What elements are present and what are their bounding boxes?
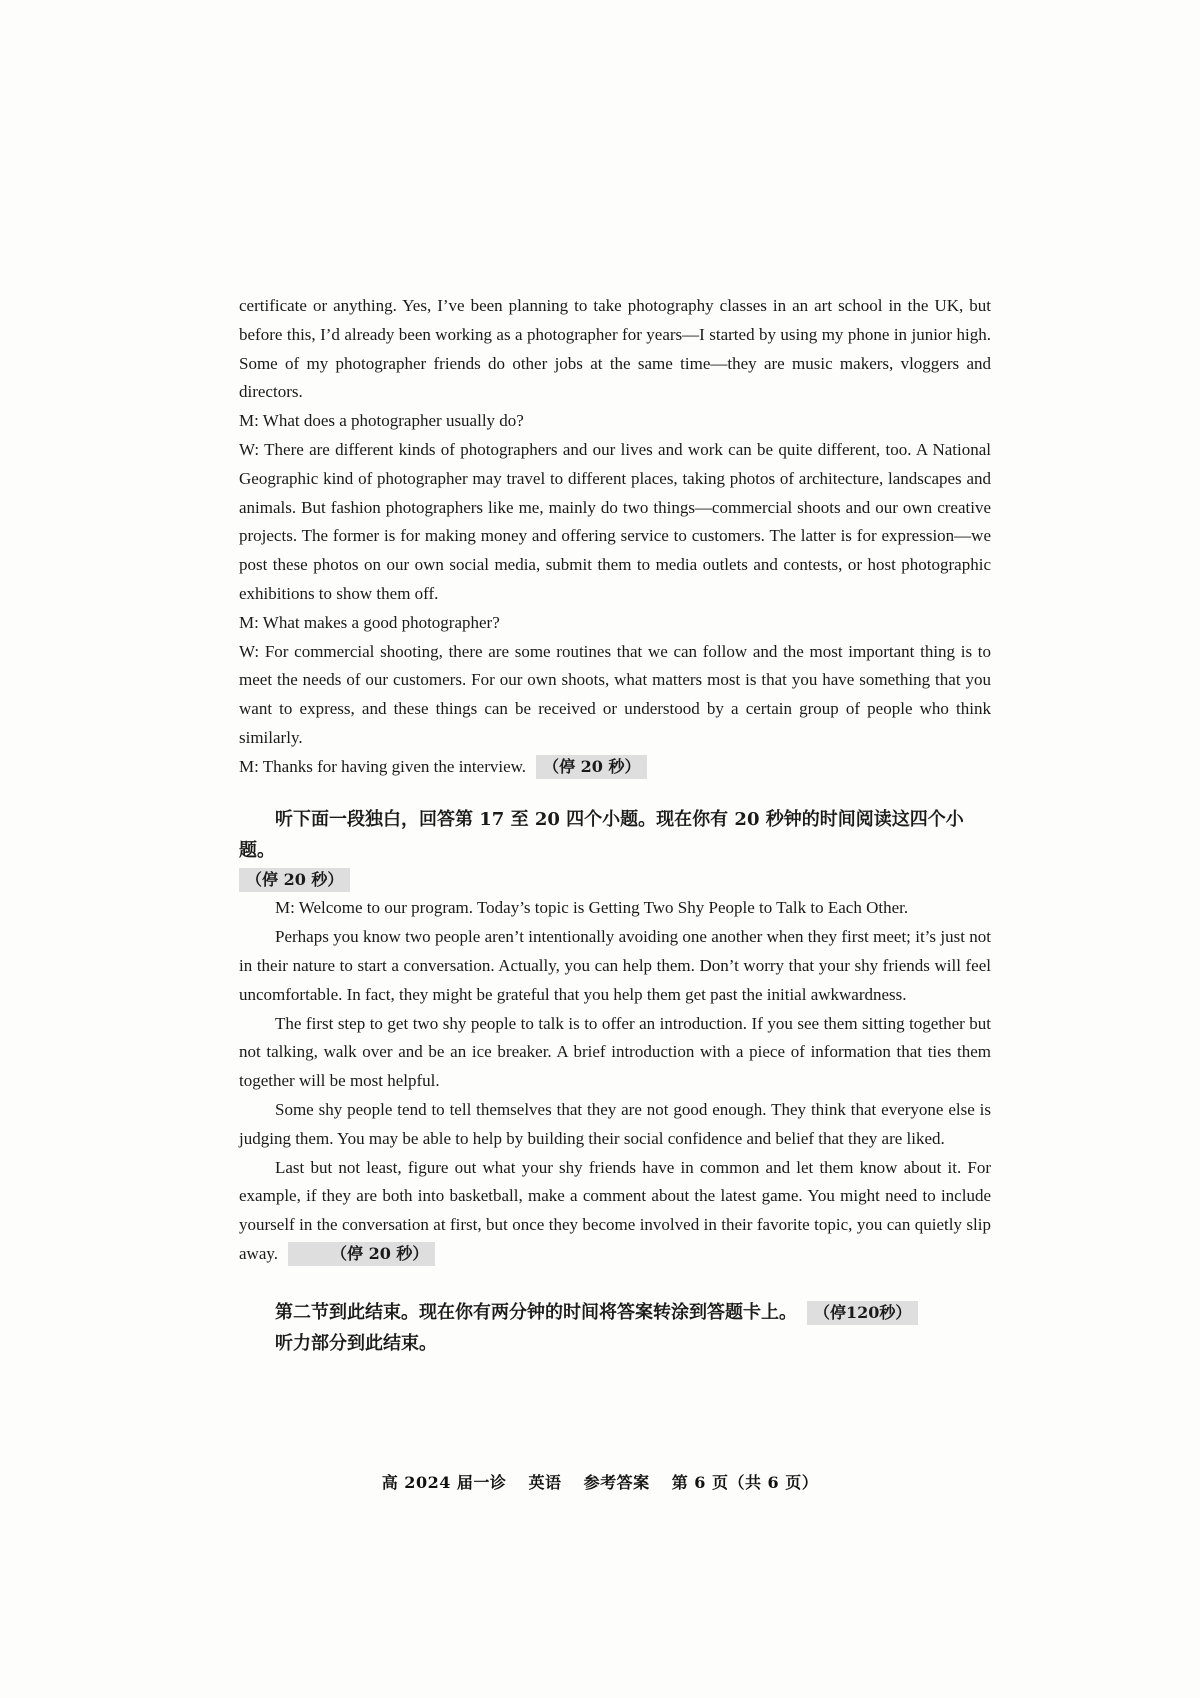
monologue-paragraph: The first step to get two shy people to talk is to offer an introduction. If you see them sitting together but not talking, walk over and be an ice breaker. A brief introduction with a piece of information that ties them together will be most helpful. <box>239 1013 991 1091</box>
pause-marker: （停 20 秒） <box>536 755 647 779</box>
section-end-line <box>275 1297 991 1328</box>
dialogue-closing <box>239 753 991 782</box>
pause-marker: （停 20 秒） <box>288 1242 435 1266</box>
monologue-paragraph: M: Welcome to our program. Today’s topic is Getting Two Shy People to Talk to Each Other. <box>275 898 909 918</box>
monologue-closing-text: Last but not least, figure out what your shy friends have in common and let them know about it. For example, if they are both into basketball, make a comment about the latest game. You might need to include yourself in the conversation at first, but once they become involved in their favorite topic, you can quietly slip away. <box>239 1157 991 1263</box>
section-end-block <box>239 1297 991 1359</box>
section-intro: 听下面一段独白，回答第 17 至 20 四个小题。现在你有 20 秒钟的时间阅读这四个小题。 <box>239 808 964 861</box>
footer-exam: 高 2024 届一诊 <box>381 1473 507 1492</box>
dialogue-paragraph: W: For commercial shooting, there are some routines that we can follow and the most important thing is to meet the needs of our customers. For our own shoots, what matters most is that you have something that you want to express, and these things can be received or understood by a certain group of people who think similarly. <box>239 641 991 747</box>
dialogue-paragraph: W: There are different kinds of photographers and our lives and work can be quite different, too. A National Geographic kind of photographer may travel to different places, taking photos of architecture, landscapes and animals. But fashion photographers like me, mainly do two things—commercial shoots and our own creative projects. The former is for making money and offering service to customers. The latter is for expression—we post these photos on our own social media, submit them to media outlets and contests, or host photographic exhibitions to show them off. <box>239 439 991 603</box>
monologue-paragraph: Some shy people tend to tell themselves that they are not good enough. They think that everyone else is judging them. You may be able to help by building their social confidence and belief that they are liked. <box>239 1099 991 1148</box>
pause-marker: （停120秒） <box>807 1301 918 1325</box>
dialogue-paragraph: M: What makes a good photographer? <box>239 612 500 632</box>
monologue-paragraph: Perhaps you know two people aren’t intentionally avoiding one another when they first meet; it’s just not in their nature to start a conversation. Actually, you can help them. Don’t worry that your shy friends will feel uncomfortable. In fact, they might be grateful that you help them get past the initial awkwardness. <box>239 927 991 1004</box>
dialogue-closing-text: M: Thanks for having given the interview. <box>239 756 527 776</box>
dialogue-paragraph: certificate or anything. Yes, I’ve been planning to take photography classes in an art school in the UK, but before this, I’d already been working as a photographer for years—I started by using my phone in junior high. Some of my photographer friends do other jobs at the same time—they are music makers, vloggers and directors. <box>239 296 991 402</box>
page-footer <box>0 1470 1200 1493</box>
section-end-text: 第二节到此结束。现在你有两分钟的时间将答案转涂到答题卡上。 <box>275 1301 797 1323</box>
dialogue-paragraph: M: What does a photographer usually do? <box>239 411 524 431</box>
pause-line <box>239 866 991 895</box>
listening-end-line: 听力部分到此结束。 <box>275 1332 437 1354</box>
footer-subject: 英语 <box>528 1473 562 1492</box>
footer-page-number: 第 6 页（共 6 页） <box>671 1473 819 1492</box>
footer-doc: 参考答案 <box>583 1473 650 1492</box>
pause-marker: （停 20 秒） <box>239 868 350 892</box>
monologue-closing <box>239 1154 991 1269</box>
page-content <box>239 292 991 1359</box>
